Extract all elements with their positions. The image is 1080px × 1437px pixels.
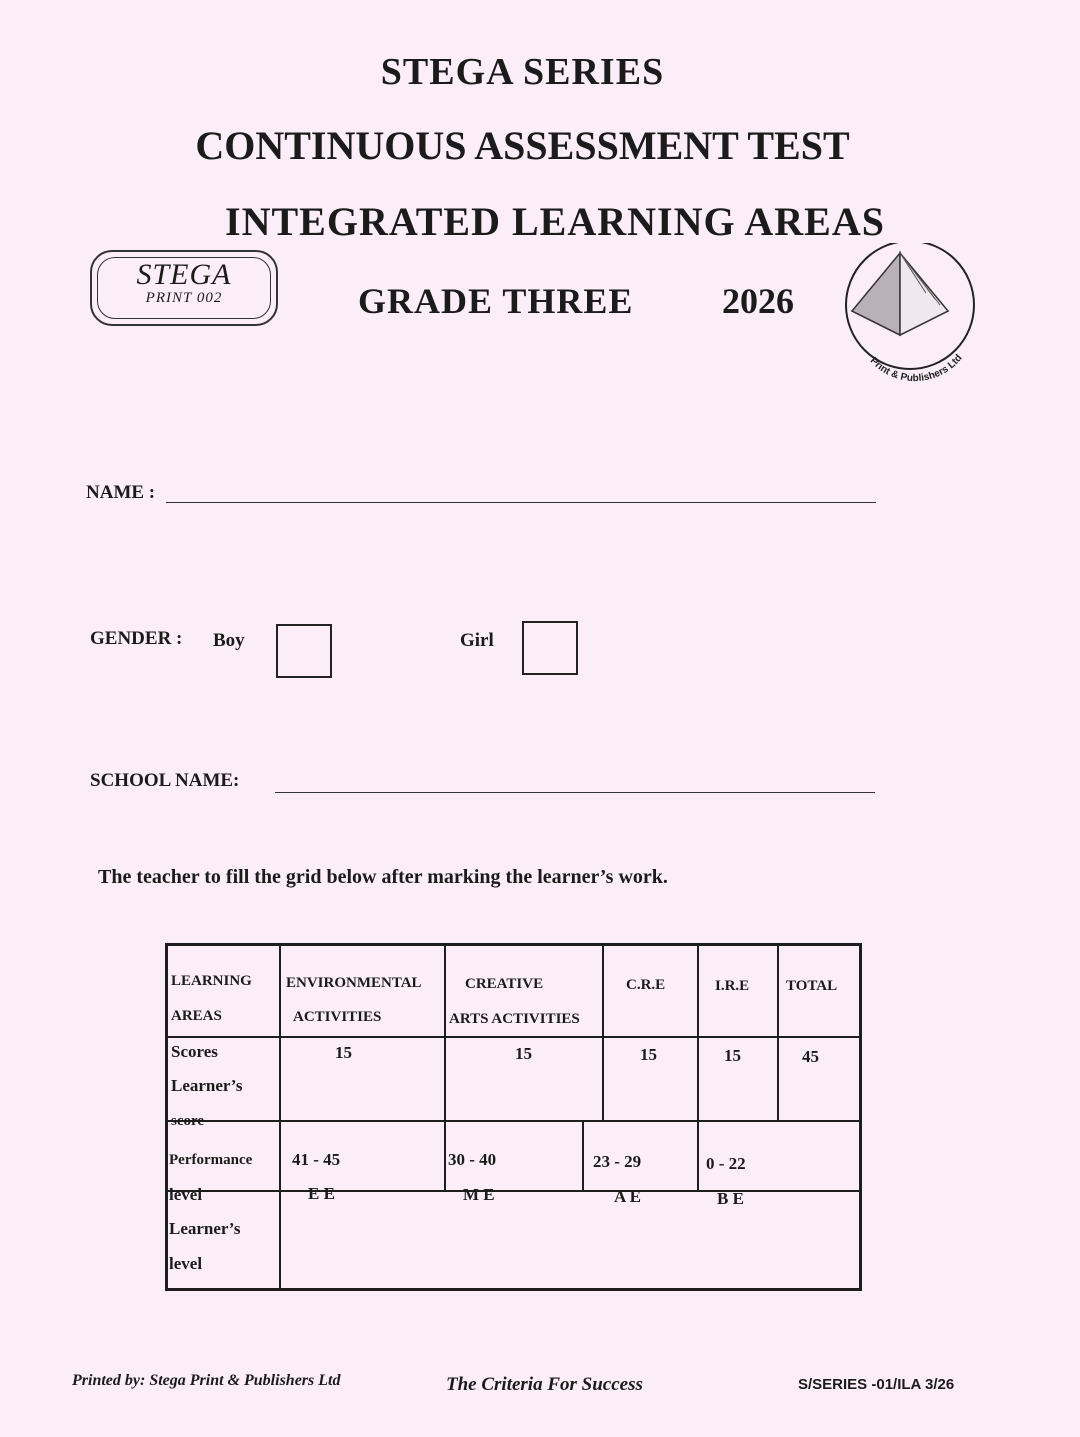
- stamp-code: PRINT 002: [145, 290, 223, 306]
- learner-level-cell[interactable]: [282, 1193, 859, 1287]
- level-code-be: B E: [717, 1189, 744, 1208]
- boy-checkbox[interactable]: [276, 624, 332, 678]
- name-label: NAME :: [86, 482, 156, 503]
- header-creative: CREATIVE: [465, 976, 544, 992]
- header-activities: ACTIVITIES: [293, 1009, 382, 1025]
- row-performance-label-2: level: [169, 1185, 203, 1204]
- girl-label: Girl: [460, 630, 494, 651]
- score-total: 45: [802, 1047, 819, 1066]
- test-name: CONTINUOUS ASSESSMENT TEST: [195, 123, 850, 168]
- grade-label: GRADE THREE: [358, 281, 634, 321]
- year-label: 2026: [722, 281, 794, 321]
- level-range-ae: 23 - 29: [593, 1152, 642, 1171]
- learner-score-environmental[interactable]: [282, 1039, 443, 1119]
- header-ire: I.R.E: [715, 978, 750, 994]
- level-range-ee: 41 - 45: [292, 1150, 341, 1169]
- header-environmental: ENVIRONMENTAL: [286, 975, 422, 991]
- score-environmental: 15: [335, 1043, 352, 1062]
- level-code-me: M E: [463, 1185, 495, 1204]
- paper-code: S/SERIES -01/ILA 3/26: [798, 1376, 955, 1393]
- teacher-instruction: The teacher to fill the grid below after marking the learner’s work.: [98, 866, 668, 888]
- header-areas: AREAS: [171, 1008, 222, 1024]
- publisher-pyramid-logo: [840, 243, 980, 383]
- school-name-field[interactable]: [275, 792, 875, 793]
- learner-score-cre[interactable]: [605, 1039, 696, 1119]
- learner-score-total[interactable]: [780, 1039, 860, 1119]
- marking-grid: [165, 943, 862, 1291]
- header-arts-activities: ARTS ACTIVITIES: [449, 1011, 580, 1027]
- row-learner-level-label: Learner’s: [169, 1219, 241, 1238]
- row-learner-score-label-2: score: [171, 1113, 205, 1129]
- score-creative: 15: [515, 1044, 532, 1063]
- header-total: TOTAL: [786, 978, 838, 994]
- stega-print-stamp: [90, 250, 278, 326]
- score-cre: 15: [640, 1045, 657, 1064]
- header-learning: LEARNING: [171, 973, 252, 989]
- row-learner-score-label: Learner’s: [171, 1076, 243, 1095]
- row-scores-label: Scores: [171, 1042, 218, 1061]
- boy-label: Boy: [213, 630, 245, 651]
- row-performance-label: Performance: [169, 1152, 253, 1168]
- printed-by: Printed by: Stega Print & Publishers Ltd: [72, 1372, 341, 1389]
- logo-text: Print & Publishers Ltd: [867, 352, 965, 383]
- school-name-label: SCHOOL NAME:: [90, 770, 240, 791]
- name-field[interactable]: [166, 502, 876, 503]
- level-code-ee: E E: [308, 1184, 335, 1203]
- motto: The Criteria For Success: [446, 1374, 643, 1395]
- row-learner-level-label-2: level: [169, 1254, 203, 1273]
- level-range-be: 0 - 22: [706, 1154, 746, 1173]
- girl-checkbox[interactable]: [522, 621, 578, 675]
- gender-label: GENDER :: [90, 628, 183, 649]
- score-ire: 15: [724, 1046, 741, 1065]
- learner-score-creative[interactable]: [447, 1039, 601, 1119]
- level-range-me: 30 - 40: [448, 1150, 497, 1169]
- stamp-word: STEGA: [136, 258, 232, 291]
- level-code-ae: A E: [614, 1187, 641, 1206]
- series-title: STEGA SERIES: [380, 51, 665, 93]
- subject-title: INTEGRATED LEARNING AREAS: [225, 199, 885, 244]
- header-cre: C.R.E: [626, 977, 666, 993]
- learner-score-ire[interactable]: [700, 1039, 776, 1119]
